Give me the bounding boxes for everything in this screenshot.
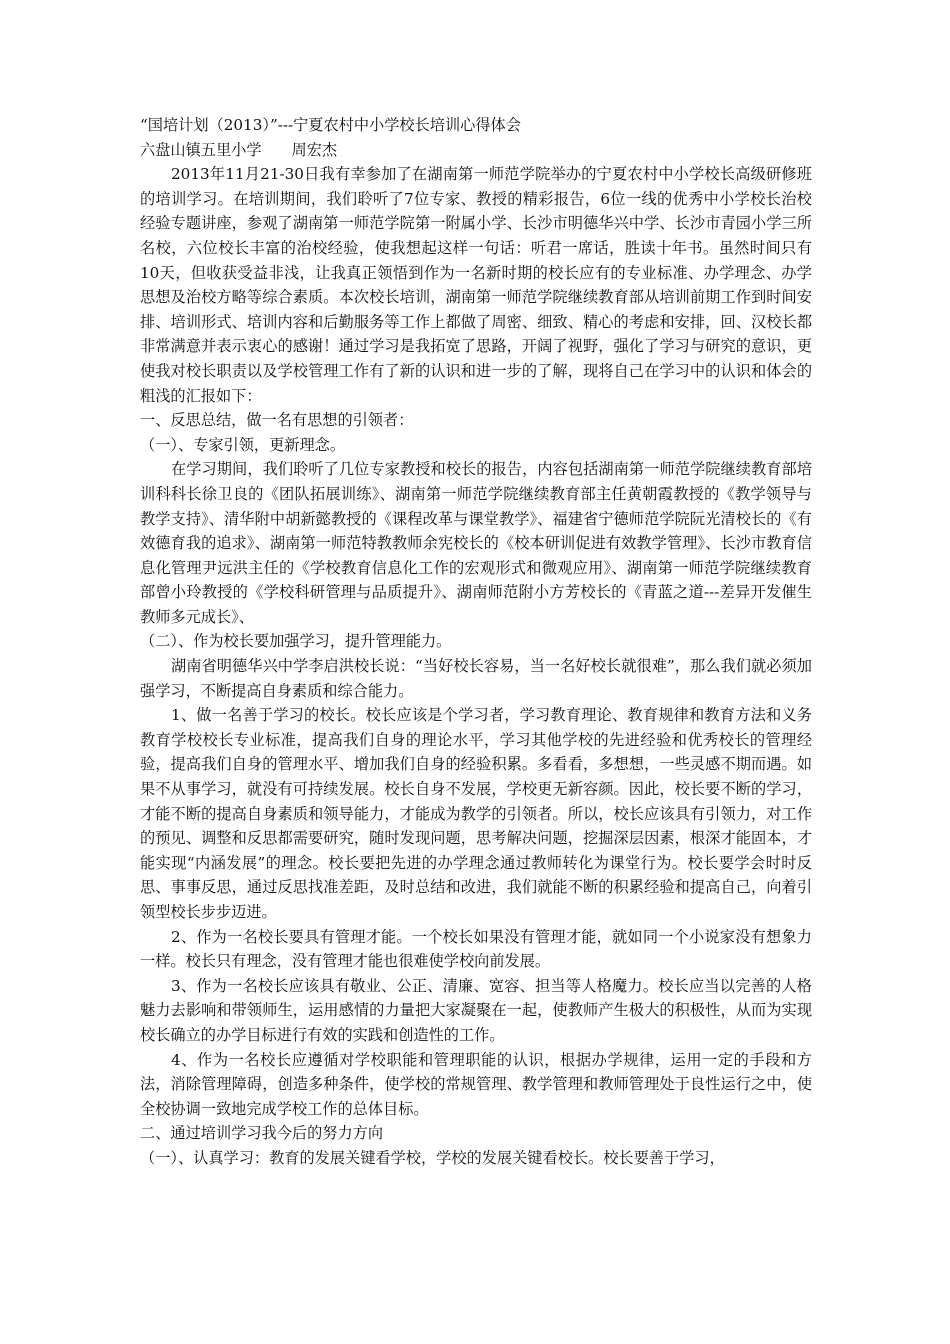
point2-paragraph: 2、作为一名校长要具有管理才能。一个校长如果没有管理才能，就如同一个小说家没有想象力一样。校长只有理念，没有管理才能也很难使学校向前发展。 [140, 927, 812, 971]
section2-sub1-paragraph: （一）、认真学习：教育的发展关键看学校，学校的发展关键看校长。校长要善于学习， [140, 1148, 725, 1167]
document-title: “国培计划（2013）”---宁夏农村中小学校长培训心得体会 [140, 116, 521, 134]
author-name: 周宏杰 [291, 140, 338, 159]
author-line [140, 138, 812, 163]
section1-sub1-paragraph: 在学习期间，我们聆听了几位专家教授和校长的报告，内容包括湖南第一师范学院继续教育部培训科科长徐卫良的《团队拓展训练》、湖南第一师范学院继续教育部主任黄朝霞教授的《教学领导与教学支持》、清华附中胡新懿教授的《课程改革与课堂教学》、福建省宁德师范学院阮光清校长的《有效德育我的追求》、湖南第一师范特教教师余宪校长的《校本研训促进有效教学管理》、长沙市教育信息化管理尹远洪主任的《学校教育信息化工作的宏观形式和微观应用》、湖南第一师范学院继续教育部曾小玲教授的《学校科研管理与品质提升》、湖南师范附小方芳校长的《青蓝之道---差异开发催生教师多元成长》、 [140, 460, 812, 626]
point1-paragraph: 1、做一名善于学习的校长。校长应该是个学习者，学习教育理论、教育规律和教育方法和义务教育学校校长专业标准，提高我们自身的理论水平，学习其他学校的先进经验和优秀校长的管理经验，提高我们自身的管理水平、增加我们自身的经验积累。多看看，多想想，一些灵感不期而遇。如果不从事学习，就没有可持续发展。校长自身不发展，学校更无新容颜。因此，校长要不断的学习，才能不断的提高自身素质和领导能力，才能成为教学的引领者。所以，校长应该具有引领力，对工作的预见、调整和反思都需要研究，随时发现问题，思考解决问题，挖掘深层因素，根深才能固本，才能实现“内涵发展”的理念。校长要把先进的办学理念通过教师转化为课堂行为。校长要学会时时反思、事事反思，通过反思找准差距，及时总结和改进，我们就能不断的积累经验和提高自己，向着引领型校长步步迈进。 [140, 706, 812, 921]
point3-paragraph: 3、作为一名校长应该具有敬业、公正、清廉、宽容、担当等人格魔力。校长应当以完善的人格魅力去影响和带领师生，运用感情的力量把大家凝聚在一起，使教师产生极大的积极性，从而为实现校长确立的办学目标进行有效的实践和创造性的工作。 [140, 976, 812, 1044]
section1-heading: 一、反思总结，做一名有思想的引领者： [140, 411, 414, 430]
section1-sub2-heading: （二）、作为校长要加强学习，提升管理能力。 [140, 632, 452, 651]
intro-paragraph: 2013年11月21-30日我有幸参加了在湖南第一师范学院举办的宁夏农村中小学校长高级研修班的培训学习。在培训期间，我们聆听了7位专家、教授的精彩报告，6位一线的优秀中小学校长治校经验专题讲座，参观了湖南第一师范学院第一附属小学、长沙市明德华兴中学、长沙市青园小学三所名校，六位校长丰富的治校经验，使我想起这样一句话：听君一席话，胜读十年书。虽然时间只有10天，但收获受益非浅，让我真正领悟到作为一名新时期的校长应有的专业标准、办学理念、办学思想及治校方略等综合素质。本次校长培训，湖南第一师范学院继续教育部从培训前期工作到时间安排、培训形式、培训内容和后勤服务等工作上都做了周密、细致、精心的考虑和安排，回、汉校长都非常满意并表示衷心的感谢！通过学习是我拓宽了思路，开阔了视野，强化了学习与研究的意识，更使我对校长职责以及学校管理工作有了新的认识和进一步的了解，现将自己在学习中的认识和体会的粗浅的汇报如下： [140, 165, 812, 405]
section2-heading: 二、通过培训学习我今后的努力方向 [140, 1124, 383, 1143]
author-school: 六盘山镇五里小学 [140, 140, 262, 159]
document-page [140, 113, 812, 1171]
section1-sub2-paragraph: 湖南省明德华兴中学李启洪校长说：“当好校长容易，当一名好校长就很难”，那么我们就必须加强学习，不断提高自身素质和综合能力。 [140, 657, 812, 700]
point4-paragraph: 4、作为一名校长应遵循对学校职能和管理职能的认识，根据办学规律，运用一定的手段和方法，消除管理障碍，创造多种条件，使学校的常规管理、教学管理和教师管理处于良性运行之中，使全校协调一致地完成学校工作的总体目标。 [140, 1050, 812, 1118]
section1-sub1-heading: （一）、专家引领，更新理念。 [140, 435, 346, 454]
